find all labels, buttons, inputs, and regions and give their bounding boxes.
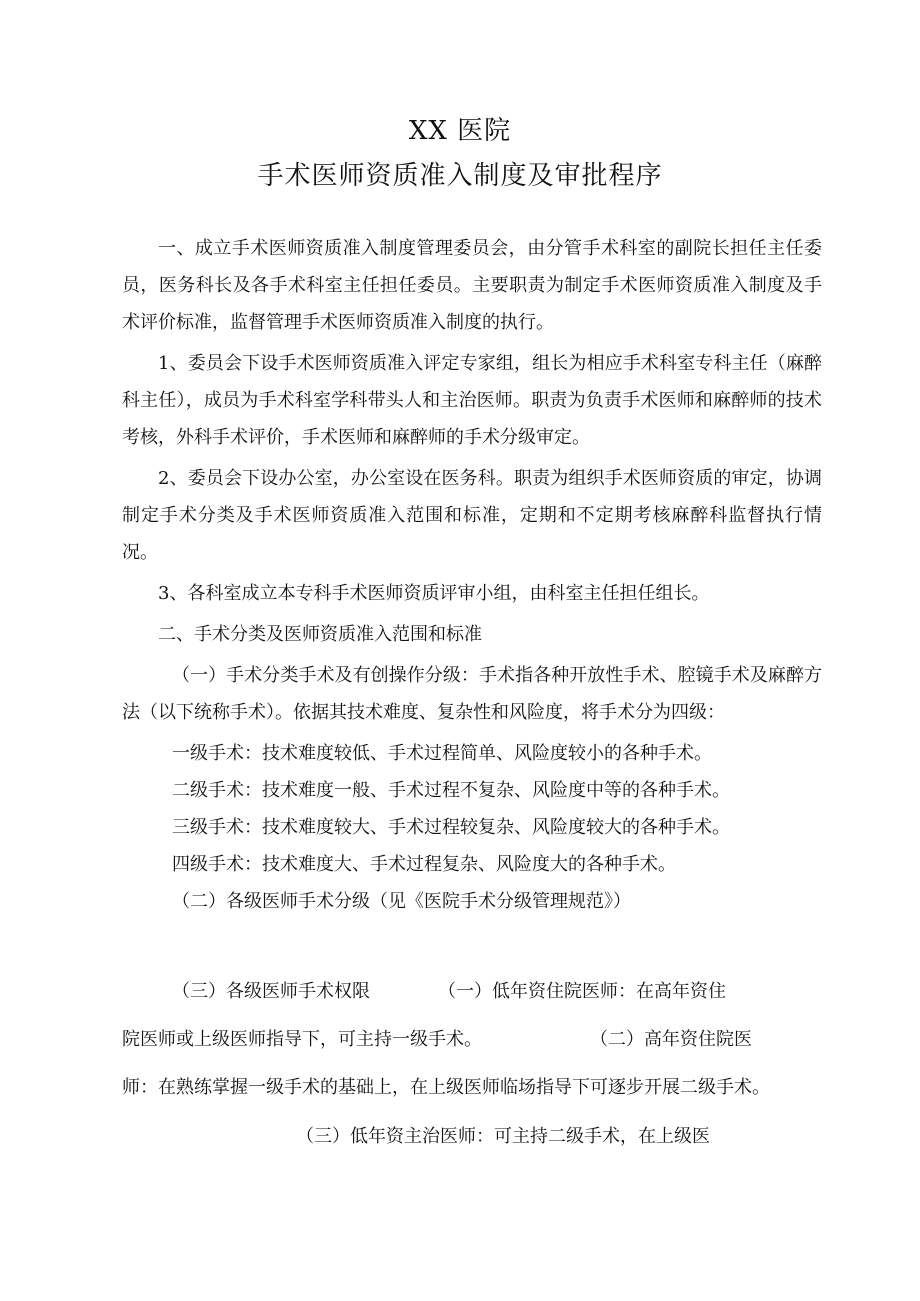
hospital-title: XX 医院 — [408, 116, 512, 146]
surgery-level-3: 三级手术：技术难度较大、手术过程较复杂、风险度较大的各种手术。 — [172, 817, 730, 838]
junior-attending-start: （三）低年资主治医师：可主持二级手术，在上级医 — [296, 1126, 710, 1147]
surgery-level-2: 二级手术：技术难度一般、手术过程不复杂、风险度中等的各种手术。 — [172, 780, 730, 801]
surgery-level-4: 四级手术：技术难度大、手术过程复杂、风险度大的各种手术。 — [172, 854, 676, 875]
document-body — [122, 230, 822, 920]
junior-resident-start: （一）低年资住院医师：在高年资住 — [438, 981, 726, 1002]
paragraph-permissions-heading: （三）各级医师手术权限 — [172, 981, 370, 1002]
senior-resident-end: 师：在熟练掌握一级手术的基础上，在上级医师临场指导下可逐步开展二级手术。 — [122, 1077, 770, 1098]
document-title: 手术医师资质准入制度及审批程序 — [257, 161, 663, 191]
section-heading-classification: 二、手术分类及医师资质准入范围和标准 — [158, 624, 482, 645]
paragraph-surgery-levels-intro: （一）手术分类手术及有创操作分级：手术指各种开放性手术、腔镜手术及麻醉方法（以下统称手术）。依据其技术难度、复杂性和风险度，将手术分为四级： — [122, 665, 822, 723]
paragraph-physician-grading: （二）各级医师手术分级（见《医院手术分级管理规范》） — [172, 891, 631, 912]
paragraph-committee: 一、成立手术医师资质准入制度管理委员会，由分管手术科室的副院长担任主任委员，医务科长及各手术科室主任担任委员。主要职责为制定手术医师资质准入制度及手术评价标准，监督管理手术医师资质准入制度的执行。 — [122, 238, 822, 333]
paragraph-department-group: 3、各科室成立本专科手术医师资质评审小组，由科室主任担任组长。 — [158, 583, 710, 604]
paragraph-expert-group: 1、委员会下设手术医师资质准入评定专家组，组长为相应手术科室专科主任（麻醉科主任），成员为手术科室学科带头人和主治医师。职责为负责手术医师和麻醉师的技术考核，外科手术评价，手术医师和麻醉师的手术分级审定。 — [122, 353, 822, 448]
surgery-level-1: 一级手术：技术难度较低、手术过程简单、风险度较小的各种手术。 — [172, 743, 712, 764]
junior-resident-end: 院医师或上级医师指导下，可主持一级手术。 — [122, 1029, 482, 1050]
paragraph-office: 2、委员会下设办公室，办公室设在医务科。职责为组织手术医师资质的审定，协调制定手术分类及手术医师资质准入范围和标准，定期和不定期考核麻醉科监督执行情况。 — [122, 468, 822, 563]
senior-resident-start: （二）高年资住院医 — [590, 1029, 752, 1050]
